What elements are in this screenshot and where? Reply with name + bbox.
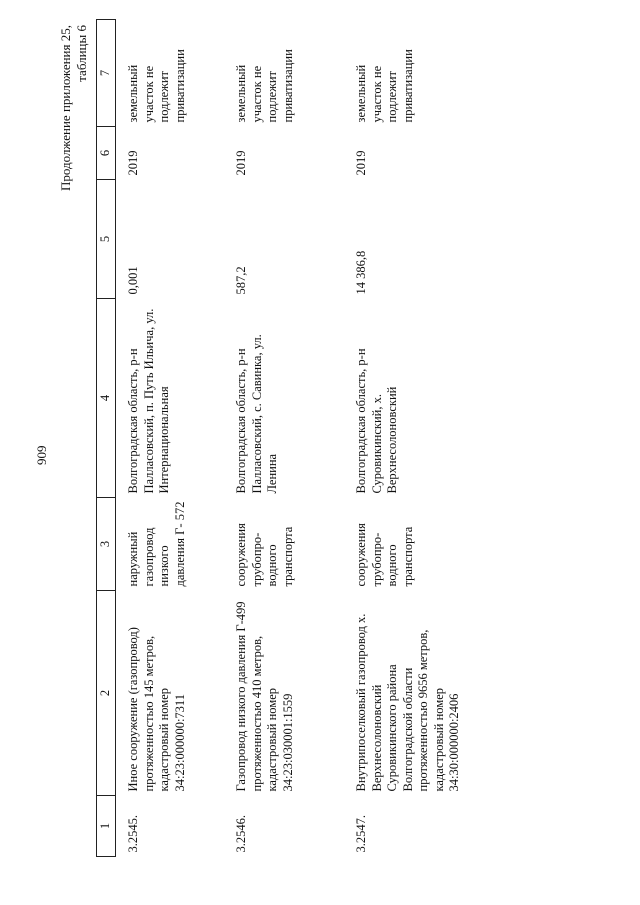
- object-type: наружный газопровод низкого давления Г- 572: [126, 501, 187, 587]
- row-number: 3.2546.: [234, 815, 248, 853]
- table-header-row: [97, 20, 116, 857]
- object-type: сооружения трубопро-водного транспорта: [234, 523, 295, 587]
- header-cell: 7: [97, 20, 116, 127]
- continuation-line-2: таблицы 6: [74, 25, 89, 82]
- table-row: [352, 20, 502, 857]
- table-row: [124, 20, 232, 857]
- continuation-note: [58, 25, 90, 275]
- object-value: 0,001: [126, 266, 140, 295]
- header-cell: 3: [97, 498, 116, 591]
- row-number: 3.2545.: [126, 815, 140, 853]
- land-category: земельный участок не подлежит приватизации: [354, 49, 415, 123]
- object-year: 2019: [354, 150, 368, 176]
- object-name: Иное сооружение (газопровод) протяженностью 145 метров, кадастровый номер 34:23:000000:7311: [126, 627, 187, 792]
- page-number: 909: [34, 445, 49, 465]
- header-cell: 6: [97, 127, 116, 180]
- header-cell: 5: [97, 180, 116, 299]
- object-value: 14 386,8: [354, 250, 368, 295]
- object-name: Внутрипоселковый газопровод х. Верхнесолоновский Суровикинского района Волгоградской области протяженностью 9656 метров, кадастровый номер 34:30:000000:2406: [354, 613, 461, 792]
- object-address: Волгоградская область, р-н Палласовский, с. Савинка, ул. Ленина: [234, 334, 279, 494]
- object-name: Газопровод низкого давления Г-499 протяженностью 410 метров, кадастровый номер 34:23:030001:1559: [234, 601, 295, 792]
- property-table: [96, 19, 502, 857]
- row-number: 3.2547.: [354, 815, 368, 853]
- table-row: [232, 20, 352, 857]
- object-value: 587,2: [234, 266, 248, 295]
- object-year: 2019: [234, 150, 248, 176]
- land-category: земельный участок не подлежит приватизации: [234, 49, 295, 123]
- header-cell: 1: [97, 796, 116, 857]
- header-cell: 2: [97, 591, 116, 796]
- land-category: земельный участок не подлежит приватизации: [126, 49, 187, 123]
- object-address: Волгоградская область, р-н Палласовский, п. Путь Ильича, ул. Интернациональная: [126, 308, 171, 494]
- object-year: 2019: [126, 150, 140, 176]
- object-type: сооружения трубопро-водного транспорта: [354, 523, 415, 587]
- continuation-line-1: Продолжение приложения 25,: [58, 25, 73, 192]
- header-cell: 4: [97, 299, 116, 498]
- object-address: Волгоградская область, р-н Суровикинский, х. Верхнесолоновский: [354, 348, 399, 494]
